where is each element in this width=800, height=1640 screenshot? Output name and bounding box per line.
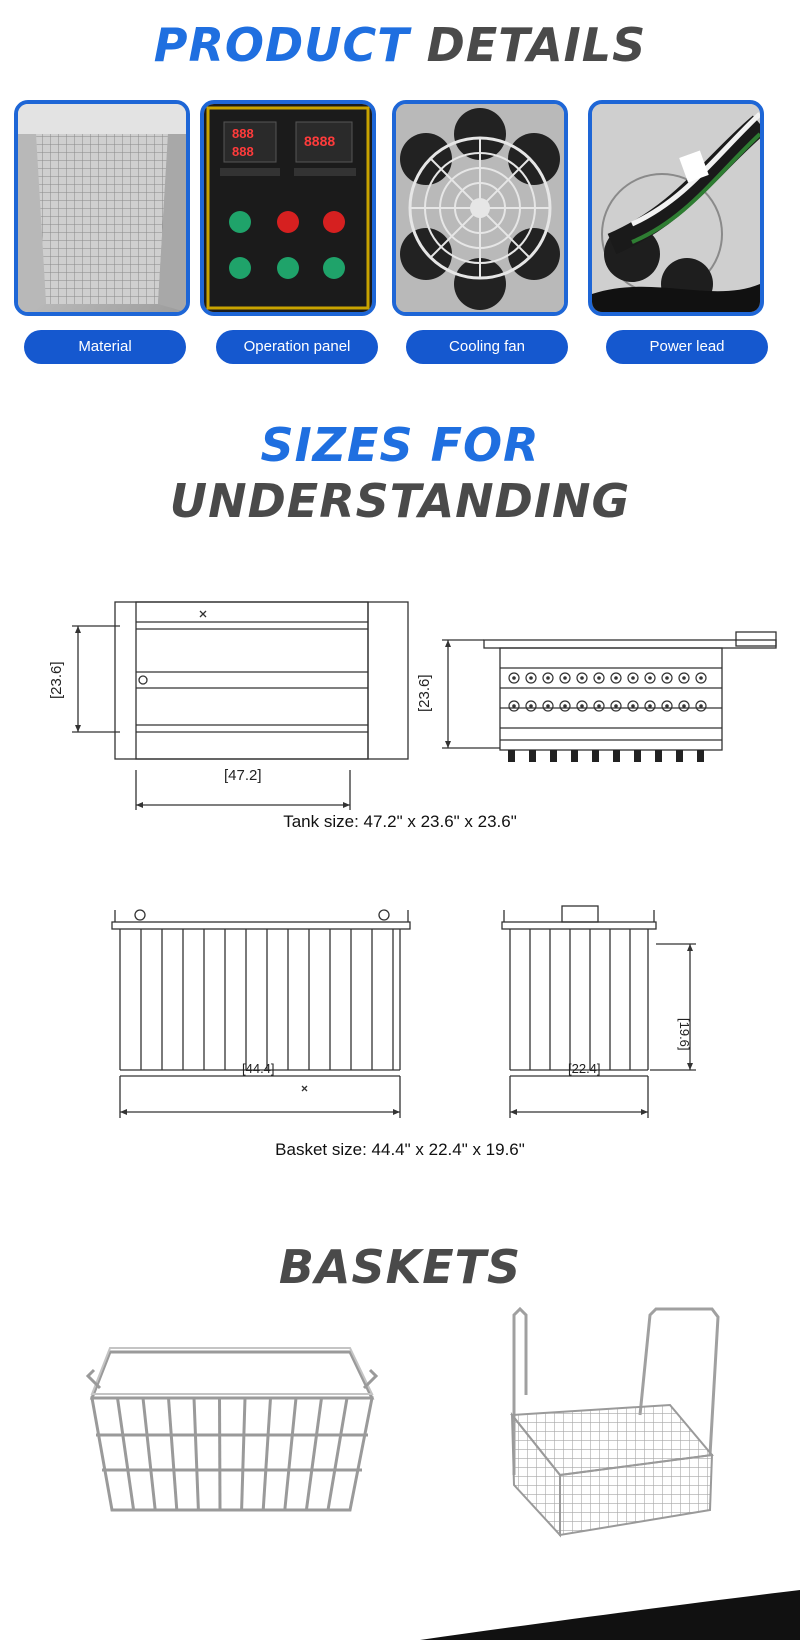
power-lead-photo [588, 100, 764, 316]
title-word-product: PRODUCT [153, 18, 410, 72]
operation-panel-photo [200, 100, 376, 316]
photo-label-operation-panel: Operation panel [216, 330, 378, 364]
basket-height-label: [19.6] [677, 1018, 692, 1051]
sizes-title-line1: SIZES FOR [260, 418, 540, 472]
photo-label-power-lead: Power lead [606, 330, 768, 364]
svg-text:888: 888 [232, 144, 254, 159]
tank-height-side-label: [23.6] [416, 674, 433, 712]
svg-text:8888: 8888 [304, 133, 336, 149]
basket-size-caption: Basket size: 44.4" x 22.4" x 19.6" [275, 1140, 525, 1159]
tank-drawing [0, 580, 800, 820]
material-photo [14, 100, 190, 316]
tank-height-top-label: [23.6] [48, 661, 65, 699]
sizes-title-line2: UNDERSTANDING [169, 474, 631, 528]
photo-label-material: Material [24, 330, 186, 364]
basket-length-label: [44.4] [242, 1061, 275, 1076]
baskets-title: BASKETS [278, 1240, 522, 1294]
tank-side-fittings [508, 673, 706, 762]
product-details-title [0, 18, 800, 72]
basket-drawing [0, 900, 800, 1120]
tank-length-label: [47.2] [224, 767, 262, 784]
wire-basket-photo [80, 1340, 380, 1520]
photo-label-cooling-fan: Cooling fan [406, 330, 568, 364]
basket-width-label: [22.4] [568, 1061, 601, 1076]
footer-swoosh [0, 1590, 800, 1640]
tank-size-caption: Tank size: 47.2" x 23.6" x 23.6" [283, 812, 517, 831]
cooling-fan-photo [392, 100, 568, 316]
handle-basket-photo [500, 1305, 730, 1545]
svg-text:888: 888 [232, 126, 254, 141]
title-word-details: DETAILS [426, 18, 647, 72]
